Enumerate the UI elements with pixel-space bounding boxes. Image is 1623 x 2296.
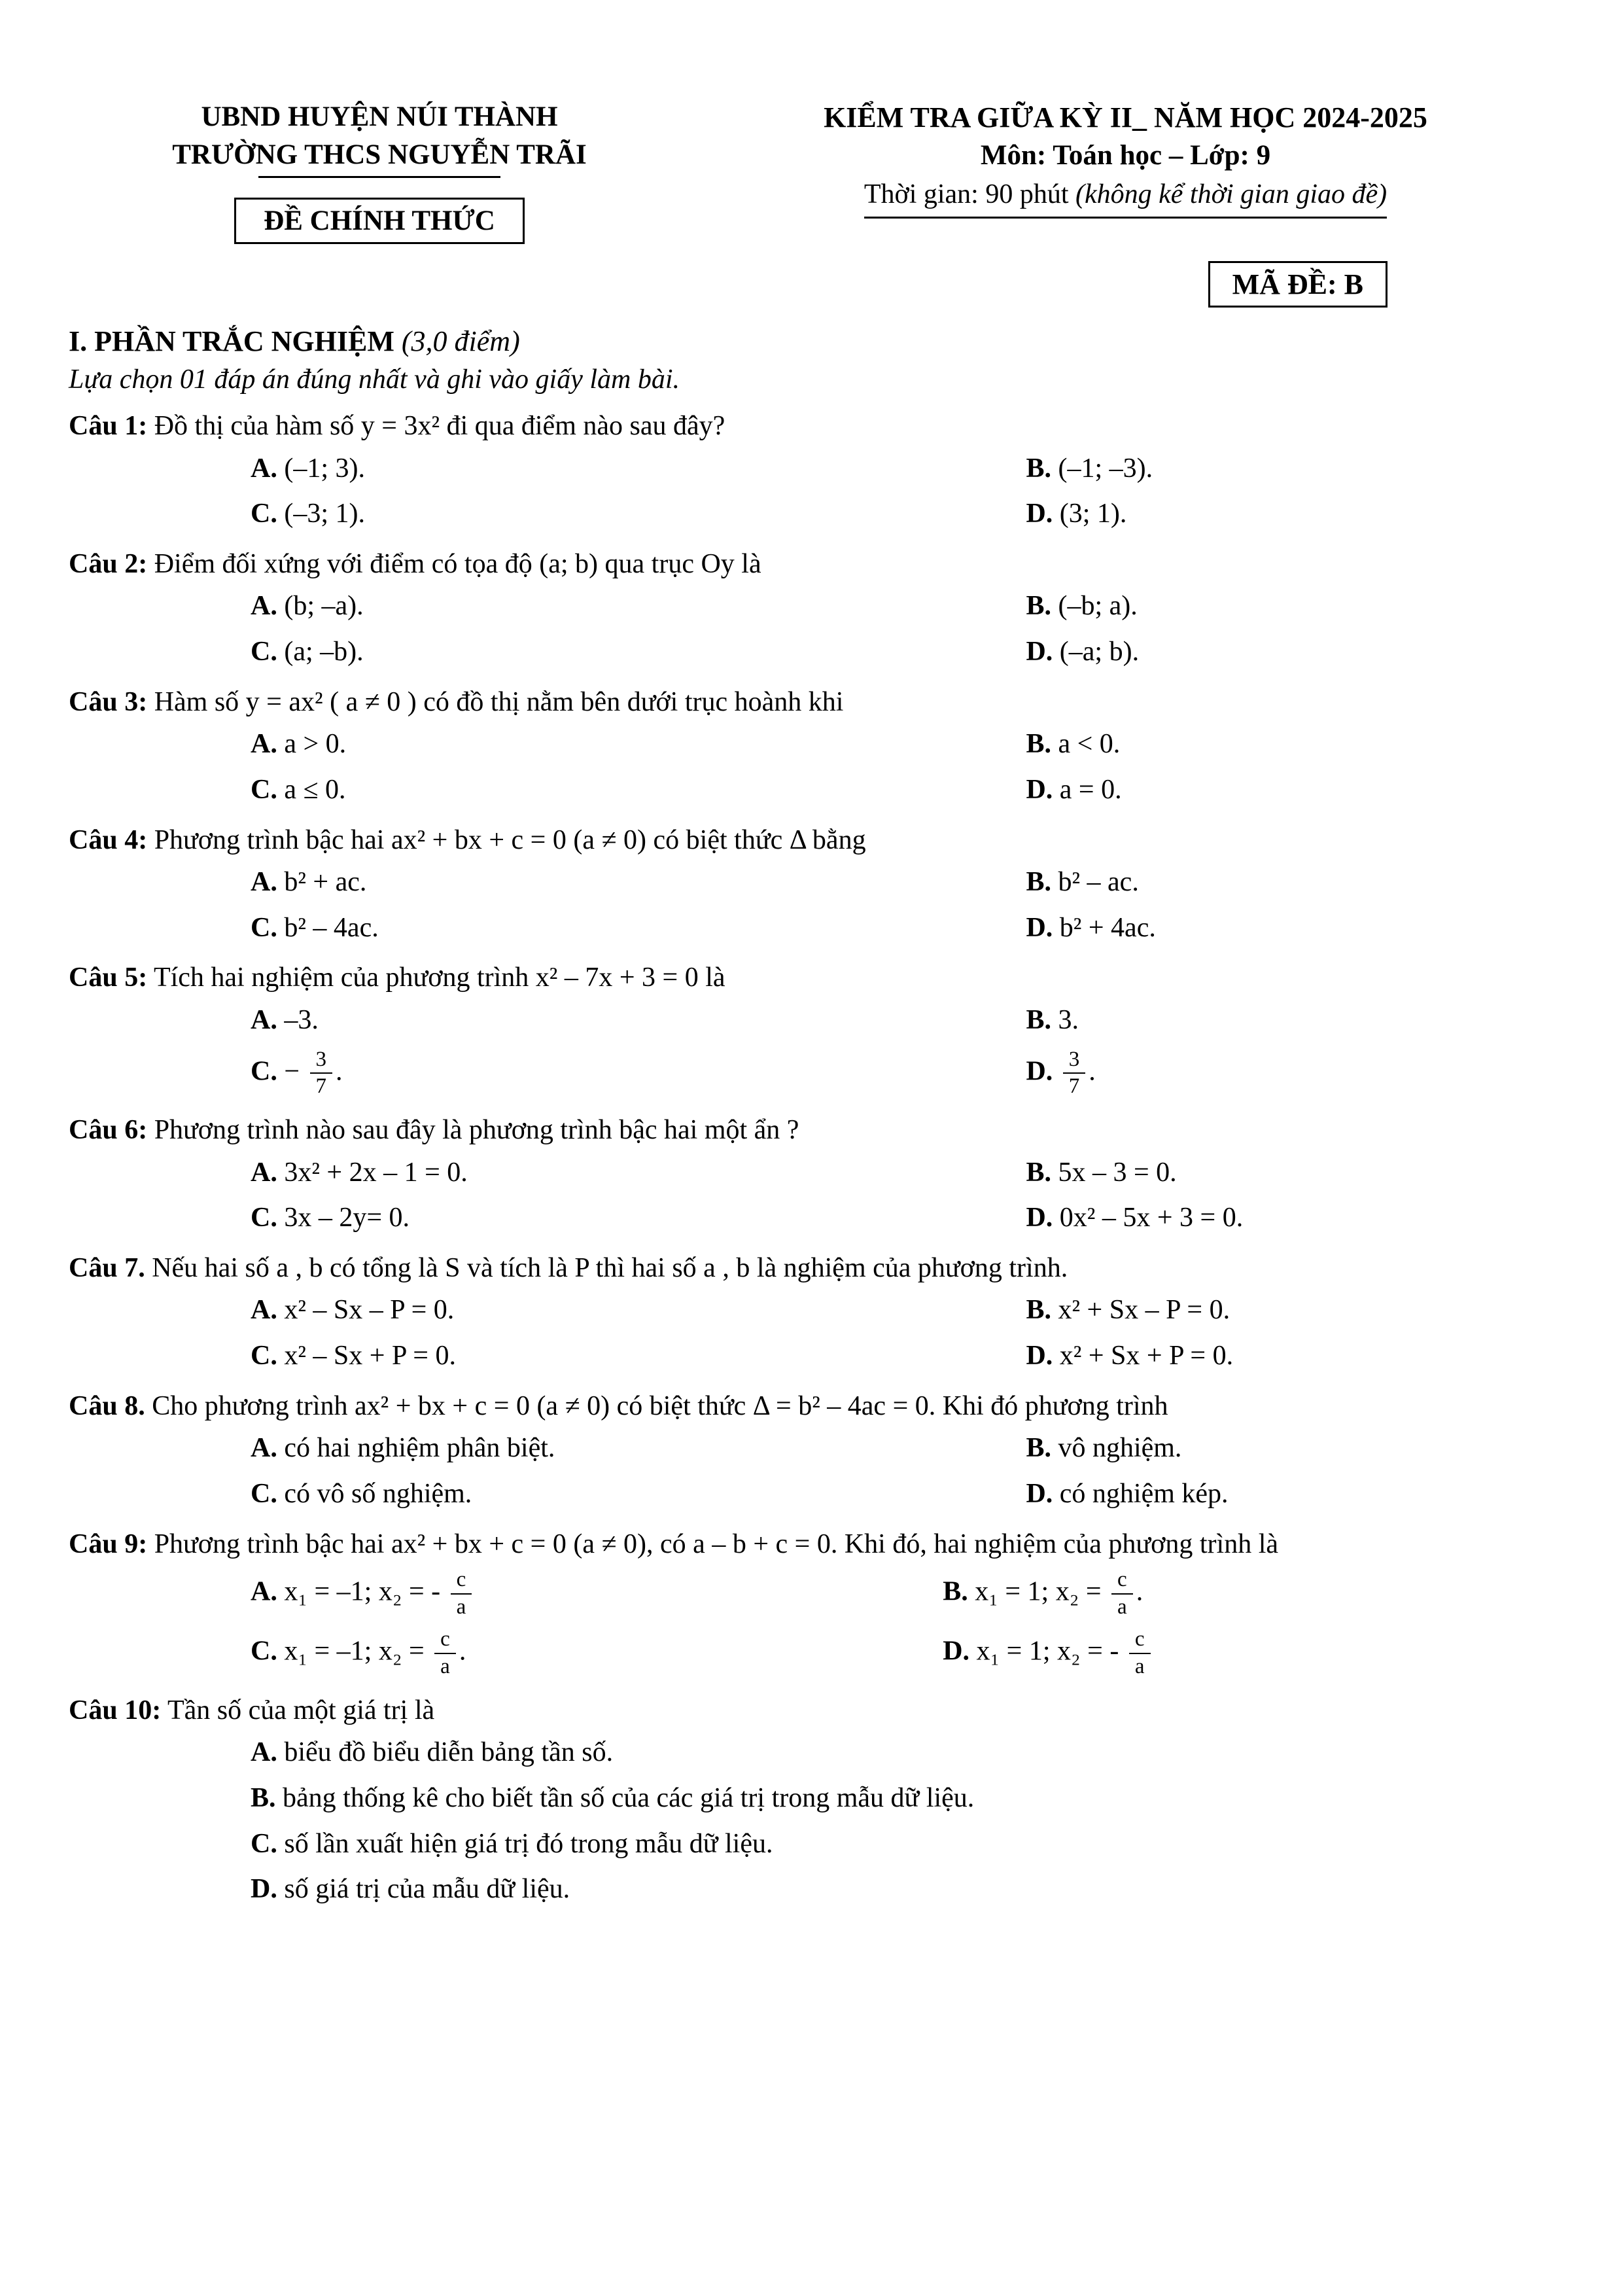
option-text: b² – ac. bbox=[1058, 867, 1139, 898]
fraction-numerator: 3 bbox=[1063, 1048, 1086, 1074]
question-number: Câu 7. bbox=[69, 1252, 145, 1283]
option-b bbox=[1026, 1426, 1561, 1472]
option-a bbox=[251, 1730, 1561, 1776]
option-label: C. bbox=[251, 912, 277, 943]
header-left bbox=[69, 98, 690, 244]
option-label: C. bbox=[251, 1828, 277, 1859]
option-c bbox=[251, 1822, 1561, 1867]
option-text: x² – Sx – P = 0. bbox=[284, 1295, 455, 1326]
options bbox=[69, 584, 1561, 675]
fraction bbox=[434, 1628, 456, 1678]
option-c bbox=[251, 1333, 1026, 1379]
option-text: x² + Sx + P = 0. bbox=[1059, 1341, 1234, 1371]
question-1 bbox=[69, 407, 1561, 537]
option-label: B. bbox=[1026, 1295, 1051, 1326]
option-label: B. bbox=[1026, 453, 1051, 484]
option-text: vô nghiệm. bbox=[1058, 1433, 1182, 1464]
option-b bbox=[1026, 446, 1561, 492]
option-label: A. bbox=[251, 1157, 277, 1188]
fraction-numerator: c bbox=[451, 1568, 472, 1595]
option-label: B. bbox=[1026, 1005, 1051, 1036]
option-text: 0x² – 5x + 3 = 0. bbox=[1059, 1203, 1244, 1233]
option-text: a ≤ 0. bbox=[284, 774, 346, 805]
options bbox=[69, 722, 1561, 813]
option-d bbox=[251, 1867, 1561, 1913]
option-text: 3x – 2y= 0. bbox=[284, 1203, 410, 1233]
option-label: B. bbox=[1026, 1433, 1051, 1464]
option-label: A. bbox=[251, 729, 277, 760]
option-label: C. bbox=[251, 1341, 277, 1371]
fraction-numerator: 3 bbox=[310, 1048, 333, 1074]
org-underline bbox=[258, 176, 500, 178]
option-text: biểu đồ biểu diễn bảng tần số. bbox=[284, 1737, 614, 1768]
fraction bbox=[310, 1048, 333, 1099]
option-label: A. bbox=[251, 591, 277, 622]
option-a bbox=[251, 1288, 1026, 1333]
option-a bbox=[251, 998, 1026, 1044]
option-d bbox=[1026, 1195, 1561, 1241]
time-note: (không kể thời gian giao đề) bbox=[1075, 179, 1387, 210]
option-b bbox=[1026, 722, 1561, 768]
question-text bbox=[69, 959, 1561, 998]
question-body: Tần số của một giá trị là bbox=[167, 1695, 435, 1725]
option-b bbox=[1026, 998, 1561, 1044]
question-number: Câu 9: bbox=[69, 1528, 148, 1559]
option-text: x² – Sx + P = 0. bbox=[284, 1341, 456, 1371]
option-a bbox=[251, 584, 1026, 629]
question-4 bbox=[69, 821, 1561, 951]
option-label: D. bbox=[1026, 912, 1053, 943]
time-label: Thời gian: 90 phút bbox=[864, 179, 1076, 210]
question-text bbox=[69, 545, 1561, 584]
option-c bbox=[251, 906, 1026, 951]
question-text bbox=[69, 1691, 1561, 1731]
question-body: Hàm số y = ax² ( a ≠ 0 ) có đồ thị nằm bên dưới trục hoành khi bbox=[154, 686, 844, 717]
option-c bbox=[251, 1195, 1026, 1241]
fraction-denominator: 7 bbox=[315, 1074, 327, 1099]
option-a bbox=[251, 1564, 943, 1623]
option-c bbox=[251, 1623, 943, 1683]
org-name-line2: TRƯỜNG THCS NGUYỄN TRÃI bbox=[172, 139, 587, 171]
option-label: D. bbox=[1026, 1478, 1053, 1509]
option-label: D. bbox=[1026, 499, 1053, 529]
fraction-denominator: 7 bbox=[1068, 1074, 1080, 1099]
official-exam-box: ĐỀ CHÍNH THỨC bbox=[234, 198, 525, 244]
option-text: (–b; a). bbox=[1058, 591, 1138, 622]
option-label: D. bbox=[1026, 637, 1053, 667]
question-body: Phương trình bậc hai ax² + bx + c = 0 (a ≠ 0), có a – b + c = 0. Khi đó, hai nghiệm của phương trình là bbox=[154, 1528, 1279, 1559]
time-line bbox=[690, 175, 1561, 219]
option-label: A. bbox=[251, 1737, 277, 1768]
org-name-line1: UBND HUYỆN NÚI THÀNH bbox=[201, 101, 558, 132]
fraction-denominator: a bbox=[1134, 1655, 1145, 1679]
option-text: (–3; 1). bbox=[284, 499, 365, 529]
option-label: D. bbox=[1026, 774, 1053, 805]
option-text: a < 0. bbox=[1058, 729, 1121, 760]
question-body: Phương trình nào sau đây là phương trình bậc hai một ẩn ? bbox=[154, 1114, 799, 1145]
option-b bbox=[1026, 584, 1561, 629]
options bbox=[69, 1150, 1561, 1241]
fraction bbox=[1111, 1568, 1133, 1619]
question-text bbox=[69, 821, 1561, 860]
header-right bbox=[690, 98, 1561, 219]
options bbox=[69, 446, 1561, 537]
option-text: bảng thống kê cho biết tần số của các giá trị trong mẫu dữ liệu. bbox=[283, 1782, 975, 1813]
option-label: B. bbox=[1026, 729, 1051, 760]
option-text: (–1; 3). bbox=[284, 453, 365, 484]
option-label: A. bbox=[251, 1433, 277, 1464]
question-5 bbox=[69, 959, 1561, 1103]
option-d bbox=[1026, 768, 1561, 813]
option-c bbox=[251, 768, 1026, 813]
option-d bbox=[1026, 906, 1561, 951]
question-number: Câu 8. bbox=[69, 1390, 145, 1421]
question-body: Nếu hai số a , b có tổng là S và tích là P thì hai số a , b là nghiệm của phương trình. bbox=[152, 1252, 1068, 1283]
option-post: . bbox=[1089, 1055, 1096, 1086]
options bbox=[69, 1426, 1561, 1517]
option-text: có vô số nghiệm. bbox=[284, 1478, 472, 1509]
question-text bbox=[69, 407, 1561, 446]
option-label: B. bbox=[251, 1782, 276, 1813]
option-c bbox=[251, 491, 1026, 537]
section-title: I. PHẦN TRẮC NGHIỆM bbox=[69, 325, 394, 358]
option-text: (3; 1). bbox=[1059, 499, 1127, 529]
question-text bbox=[69, 1525, 1561, 1564]
section-points: (3,0 điểm) bbox=[401, 325, 520, 358]
option-label: D. bbox=[251, 1874, 277, 1905]
subject-line: Môn: Toán học – Lớp: 9 bbox=[980, 140, 1271, 171]
question-body: Đồ thị của hàm số y = 3x² đi qua điểm nào sau đây? bbox=[154, 410, 725, 441]
option-label: C. bbox=[251, 637, 277, 667]
question-number: Câu 4: bbox=[69, 824, 148, 855]
question-body: Tích hai nghiệm của phương trình x² – 7x + 3 = 0 là bbox=[153, 963, 725, 993]
option-label: C. bbox=[251, 1055, 277, 1086]
option-b bbox=[1026, 1288, 1561, 1333]
option-text: số lần xuất hiện giá trị đó trong mẫu dữ liệu. bbox=[284, 1828, 773, 1859]
option-label: B. bbox=[1026, 1157, 1051, 1188]
header bbox=[69, 98, 1561, 244]
option-text: b² – 4ac. bbox=[284, 912, 379, 943]
fraction-denominator: a bbox=[440, 1655, 450, 1679]
option-b bbox=[1026, 860, 1561, 906]
option-text: (–a; b). bbox=[1059, 637, 1140, 667]
exam-code-row bbox=[69, 261, 1561, 308]
option-label: B. bbox=[1026, 591, 1051, 622]
option-label: A. bbox=[251, 453, 277, 484]
question-number: Câu 5: bbox=[69, 963, 148, 993]
question-number: Câu 2: bbox=[69, 548, 148, 579]
question-10 bbox=[69, 1691, 1561, 1913]
option-a bbox=[251, 1426, 1026, 1472]
option-c bbox=[251, 1472, 1026, 1517]
option-pre: x₁ = –1; x₂ = bbox=[284, 1636, 432, 1667]
option-label: D. bbox=[1026, 1341, 1053, 1371]
options bbox=[69, 860, 1561, 951]
option-post: . bbox=[459, 1636, 466, 1667]
option-pre: − bbox=[284, 1055, 307, 1086]
option-label: D. bbox=[1026, 1055, 1053, 1086]
option-d bbox=[1026, 1044, 1561, 1103]
option-d bbox=[1026, 491, 1561, 537]
option-text: (b; –a). bbox=[284, 591, 364, 622]
options bbox=[69, 1564, 1561, 1684]
option-label: C. bbox=[251, 774, 277, 805]
options bbox=[69, 1288, 1561, 1379]
option-label: B. bbox=[943, 1576, 968, 1607]
option-text: x² + Sx – P = 0. bbox=[1058, 1295, 1230, 1326]
question-number: Câu 3: bbox=[69, 686, 148, 717]
exam-code-box: MÃ ĐỀ: B bbox=[1208, 261, 1387, 308]
option-label: C. bbox=[251, 499, 277, 529]
option-text: (a; –b). bbox=[284, 637, 364, 667]
option-b bbox=[1026, 1150, 1561, 1196]
option-text: 3. bbox=[1058, 1005, 1079, 1036]
question-body: Điểm đối xứng với điểm có tọa độ (a; b) qua trục Oy là bbox=[154, 548, 761, 579]
option-text: có hai nghiệm phân biệt. bbox=[284, 1433, 555, 1464]
question-9 bbox=[69, 1525, 1561, 1684]
instruction-line: Lựa chọn 01 đáp án đúng nhất và ghi vào giấy làm bài. bbox=[69, 364, 680, 395]
fraction-numerator: c bbox=[434, 1628, 456, 1654]
option-label: A. bbox=[251, 1295, 277, 1326]
option-a bbox=[251, 860, 1026, 906]
fraction bbox=[1129, 1628, 1151, 1678]
option-label: A. bbox=[251, 1005, 277, 1036]
question-number: Câu 10: bbox=[69, 1695, 162, 1725]
option-text: b² + 4ac. bbox=[1059, 912, 1156, 943]
option-label: B. bbox=[1026, 867, 1051, 898]
fraction-numerator: c bbox=[1129, 1628, 1151, 1654]
option-d bbox=[943, 1623, 1561, 1683]
option-pre: x₁ = 1; x₂ = - bbox=[976, 1636, 1126, 1667]
question-text bbox=[69, 1249, 1561, 1288]
option-post: . bbox=[1136, 1576, 1143, 1607]
option-text: số giá trị của mẫu dữ liệu. bbox=[284, 1874, 570, 1905]
options bbox=[69, 998, 1561, 1103]
fraction-denominator: a bbox=[1117, 1595, 1127, 1619]
option-d bbox=[1026, 1333, 1561, 1379]
option-post: . bbox=[336, 1055, 343, 1086]
option-c bbox=[251, 629, 1026, 675]
option-text: a > 0. bbox=[284, 729, 347, 760]
option-label: D. bbox=[943, 1636, 970, 1667]
question-number: Câu 1: bbox=[69, 410, 148, 441]
option-d bbox=[1026, 629, 1561, 675]
option-text: a = 0. bbox=[1059, 774, 1122, 805]
option-b bbox=[251, 1776, 1561, 1822]
question-body: Cho phương trình ax² + bx + c = 0 (a ≠ 0) có biệt thức Δ = b² – 4ac = 0. Khi đó phương trình bbox=[152, 1390, 1168, 1421]
option-label: C. bbox=[251, 1203, 277, 1233]
fraction-numerator: c bbox=[1111, 1568, 1133, 1595]
option-d bbox=[1026, 1472, 1561, 1517]
section-heading bbox=[69, 325, 1561, 358]
option-a bbox=[251, 1150, 1026, 1196]
option-text: b² + ac. bbox=[284, 867, 367, 898]
fraction-denominator: a bbox=[456, 1595, 466, 1619]
option-label: C. bbox=[251, 1478, 277, 1509]
option-text: có nghiệm kép. bbox=[1059, 1478, 1229, 1509]
option-label: D. bbox=[1026, 1203, 1053, 1233]
option-label: A. bbox=[251, 1576, 277, 1607]
option-c bbox=[251, 1044, 1026, 1103]
question-number: Câu 6: bbox=[69, 1114, 148, 1145]
option-text: –3. bbox=[284, 1005, 319, 1036]
question-8 bbox=[69, 1387, 1561, 1517]
options bbox=[69, 1730, 1561, 1913]
question-text bbox=[69, 1387, 1561, 1426]
fraction bbox=[1063, 1048, 1086, 1099]
option-label: A. bbox=[251, 867, 277, 898]
question-text bbox=[69, 1111, 1561, 1150]
question-3 bbox=[69, 683, 1561, 813]
question-7 bbox=[69, 1249, 1561, 1379]
option-text: 3x² + 2x – 1 = 0. bbox=[284, 1157, 468, 1188]
fraction bbox=[451, 1568, 472, 1619]
option-label: C. bbox=[251, 1636, 277, 1667]
option-b bbox=[943, 1564, 1561, 1623]
option-pre: x₁ = –1; x₂ = - bbox=[284, 1576, 447, 1607]
option-pre: x₁ = 1; x₂ = bbox=[975, 1576, 1109, 1607]
question-2 bbox=[69, 545, 1561, 675]
option-a bbox=[251, 446, 1026, 492]
question-body: Phương trình bậc hai ax² + bx + c = 0 (a ≠ 0) có biệt thức Δ bằng bbox=[154, 824, 866, 855]
question-6 bbox=[69, 1111, 1561, 1241]
option-text: (–1; –3). bbox=[1058, 453, 1153, 484]
option-text: 5x – 3 = 0. bbox=[1058, 1157, 1177, 1188]
question-text bbox=[69, 683, 1561, 722]
time-underlined-text bbox=[864, 175, 1387, 219]
option-a bbox=[251, 722, 1026, 768]
exam-title: KIỂM TRA GIỮA KỲ II_ NĂM HỌC 2024-2025 bbox=[824, 101, 1427, 133]
